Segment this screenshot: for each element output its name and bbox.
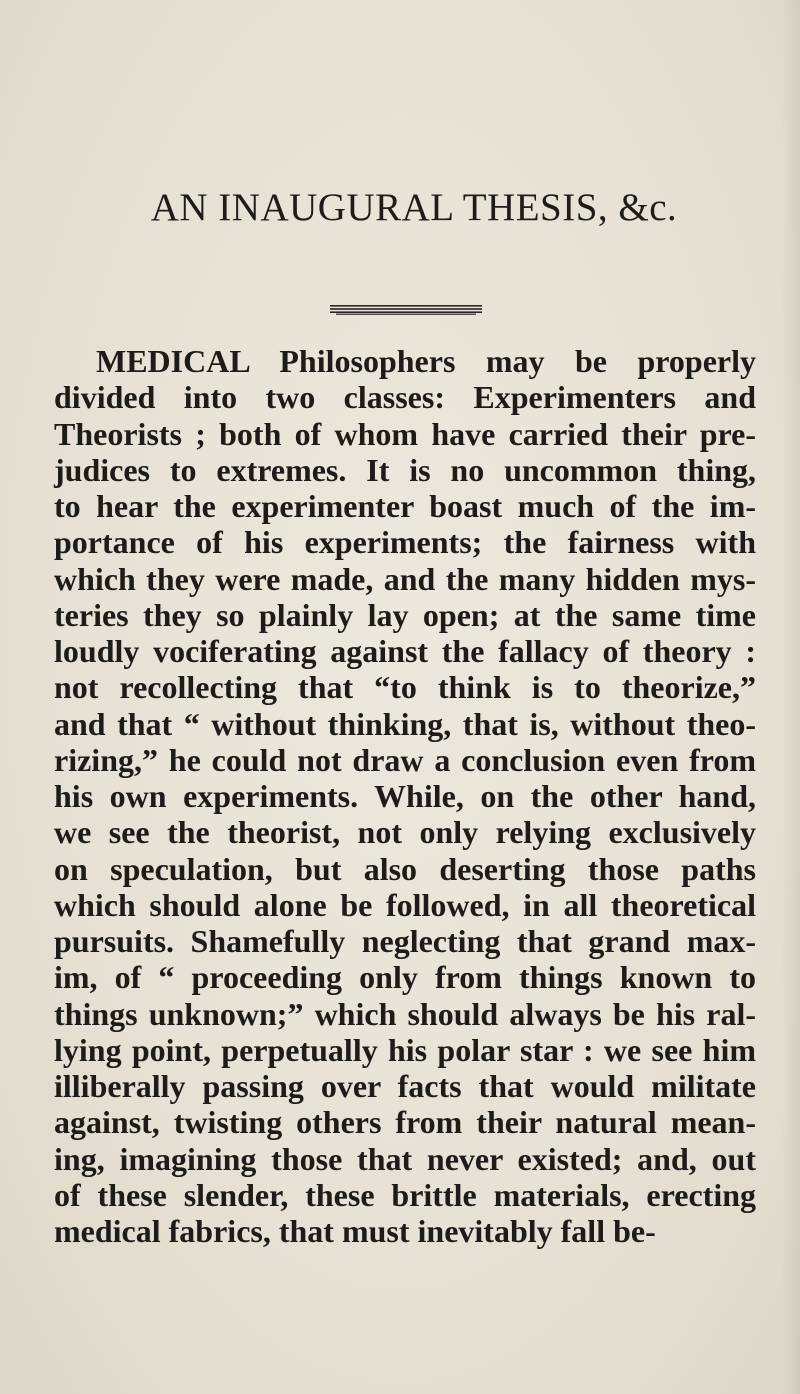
- text-line: against, twisting others from their natural mean-: [54, 1104, 756, 1141]
- text-line: of these slender, these brittle materials, erecting: [54, 1176, 756, 1213]
- text-line: ing, imagining those that never existed; and, out: [54, 1140, 756, 1177]
- decorative-rule: [330, 305, 482, 315]
- thesis-paragraph: [54, 343, 756, 1249]
- text-line: things unknown;” which should always be his ral-: [54, 995, 756, 1032]
- text-line: im, of “ proceeding only from things known to: [54, 959, 756, 996]
- text-line: medical fabrics, that must inevitably fall be-: [54, 1213, 656, 1249]
- text-line: not recollecting that “to think is to theorize,”: [54, 669, 756, 706]
- text-line: his own experiments. While, on the other hand,: [54, 778, 756, 814]
- text-line: portance of his experiments; the fairness with: [54, 524, 756, 561]
- text-line: divided into two classes: Experimenters and: [54, 379, 756, 416]
- text-line: we see the theorist, not only relying exclusively: [54, 814, 756, 851]
- text-line: which they were made, and the many hidden mys-: [54, 560, 756, 597]
- text-line: to hear the experimenter boast much of the im-: [54, 488, 756, 524]
- text-line: judices to extremes. It is no uncommon thing,: [54, 451, 756, 488]
- text-line: and that “ without thinking, that is, without theo-: [54, 705, 756, 742]
- text-line: teries they so plainly lay open; at the same time: [54, 596, 756, 633]
- text-line: lying point, perpetually his polar star : we see him: [54, 1031, 756, 1068]
- page-heading: AN INAUGURAL THESIS, &c.: [150, 186, 678, 229]
- text-line: loudly vociferating against the fallacy of theory :: [54, 633, 756, 669]
- text-line: on speculation, but also deserting those paths: [54, 850, 756, 887]
- text-line: pursuits. Shamefully neglecting that grand max-: [54, 923, 756, 959]
- text-line: rizing,” he could not draw a conclusion even from: [54, 741, 756, 778]
- text-line: which should alone be followed, in all theoretical: [54, 886, 756, 923]
- text-line: illiberally passing over facts that would militate: [54, 1068, 756, 1104]
- text-line: MEDICAL Philosophers may be properly: [96, 343, 756, 379]
- text-line: Theorists ; both of whom have carried their pre-: [54, 415, 756, 452]
